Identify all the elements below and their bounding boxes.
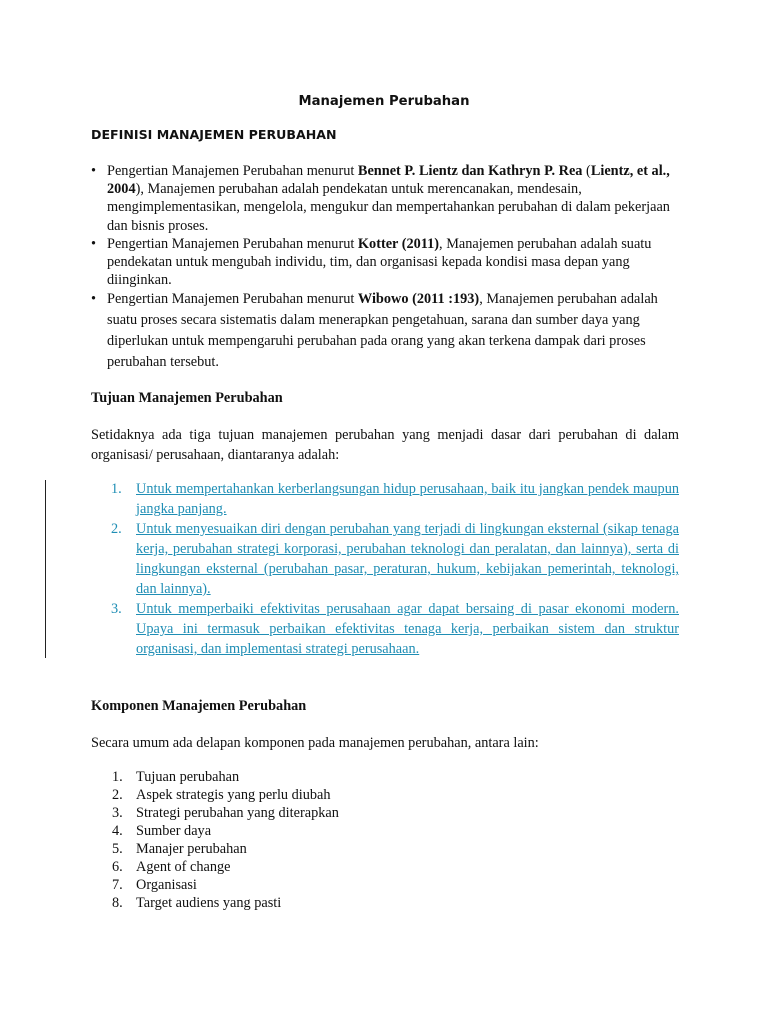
components-intro: Secara umum ada delapan komponen pada manajemen perubahan, antara lain: [91,735,539,751]
definition-citation: Lientz, et al., 2004 [107,163,670,198]
definition-list [91,162,691,373]
component-item [91,768,339,786]
goal-number: 3. [111,601,122,617]
component-text: Agent of change [136,859,231,875]
component-number: 5. [112,841,123,857]
definition-item [91,235,691,290]
component-text: Manajer perubahan [136,841,247,857]
component-text: Target audiens yang pasti [136,895,282,911]
definition-source: Bennet P. Lientz dan Kathryn P. Rea [357,163,583,179]
goal-number: 2. [111,521,122,537]
page-title: Manajemen Perubahan [298,94,470,109]
definition-source: Kotter (2011) [357,235,440,252]
goals-list [91,479,679,659]
component-text: Sumber daya [136,823,212,839]
goals-heading: Tujuan Manajemen Perubahan [91,390,283,406]
component-text: Strategi perubahan yang diterapkan [136,805,339,821]
component-item [91,858,339,876]
definition-text: , Manajemen perubahan adalah suatu proses secara sistematis dalam menerapkan pengetahuan, sarana dan sumber daya yang diperlukan untuk mempengaruhi perubahan pada orang yang akan terkena dampak dari proses perubahan tersebut. [107,291,658,370]
bullet-icon: • [91,291,97,308]
component-number: 6. [112,859,123,875]
goal-text[interactable]: Untuk memperbaiki efektivitas perusahaan agar dapat bersaing di pasar ekonomi modern. Upaya ini termasuk perbaikan efektivitas tenaga kerja, perbaikan sistem dan struktur organisasi, dan implementasi strategi perusahaan. [136,601,679,657]
goal-text[interactable]: Untuk mempertahankan kerberlangsungan hidup perusahaan, baik itu jangkan pendek maupun jangka panjang. [136,481,679,517]
definition-lead: Pengertian Manajemen Perubahan menurut [107,291,358,308]
goal-item[interactable] [91,479,679,519]
goals-intro: Setidaknya ada tiga tujuan manajemen perubahan yang menjadi dasar dari perubahan di dalam organisasi/ perusahaan, diantaranya adalah: [91,427,679,463]
component-item [91,804,339,822]
component-text: Organisasi [136,877,197,893]
component-number: 8. [112,895,123,911]
component-item [91,876,339,894]
definition-source: Wibowo (2011 :193) [357,291,480,308]
component-number: 3. [112,805,123,821]
definition-item [91,162,691,235]
component-number: 4. [112,823,123,839]
definition-heading: DEFINISI MANAJEMEN PERUBAHAN [91,127,337,142]
component-number: 2. [112,787,123,803]
definition-text: , Manajemen perubahan adalah suatu pendekatan untuk mengubah individu, tim, dan organisasi kepada kondisi masa depan yang diinginkan. [107,235,652,289]
component-number: 7. [112,877,123,893]
goal-item[interactable] [91,599,679,659]
bullet-icon: • [91,235,97,252]
margin-change-bar [45,480,46,658]
components-heading: Komponen Manajemen Perubahan [91,698,307,714]
definition-text: ), Manajemen perubahan adalah pendekatan untuk merencanakan, mendesain, mengimplementasikan, mengelola, mengukur dan mempertahankan perubahan di dalam pekerjaan dan bisnis proses. [107,181,670,234]
component-item [91,894,339,912]
component-item [91,840,339,858]
definition-mid: ( [582,163,591,179]
component-item [91,822,339,840]
component-text: Aspek strategis yang perlu diubah [136,787,331,803]
component-item [91,786,339,804]
component-number: 1. [112,769,123,785]
goal-text[interactable]: Untuk menyesuaikan diri dengan perubahan yang terjadi di lingkungan eksternal (sikap tenaga kerja, perubahan strategi korporasi, perubahan teknologi dan peralatan, dan lainnya), serta di lingkungan eksternal (perubahan pasar, peraturan, hukum, kebijakan pemerintah, teknologi, dan lainnya). [136,521,679,597]
goal-item[interactable] [91,519,679,599]
component-text: Tujuan perubahan [136,769,240,785]
definition-item [91,289,691,372]
goal-number: 1. [111,481,122,497]
definition-lead: Pengertian Manajemen Perubahan menurut [107,163,358,179]
bullet-icon: • [91,163,97,179]
definition-lead: Pengertian Manajemen Perubahan menurut [107,235,358,252]
components-list [91,768,339,912]
